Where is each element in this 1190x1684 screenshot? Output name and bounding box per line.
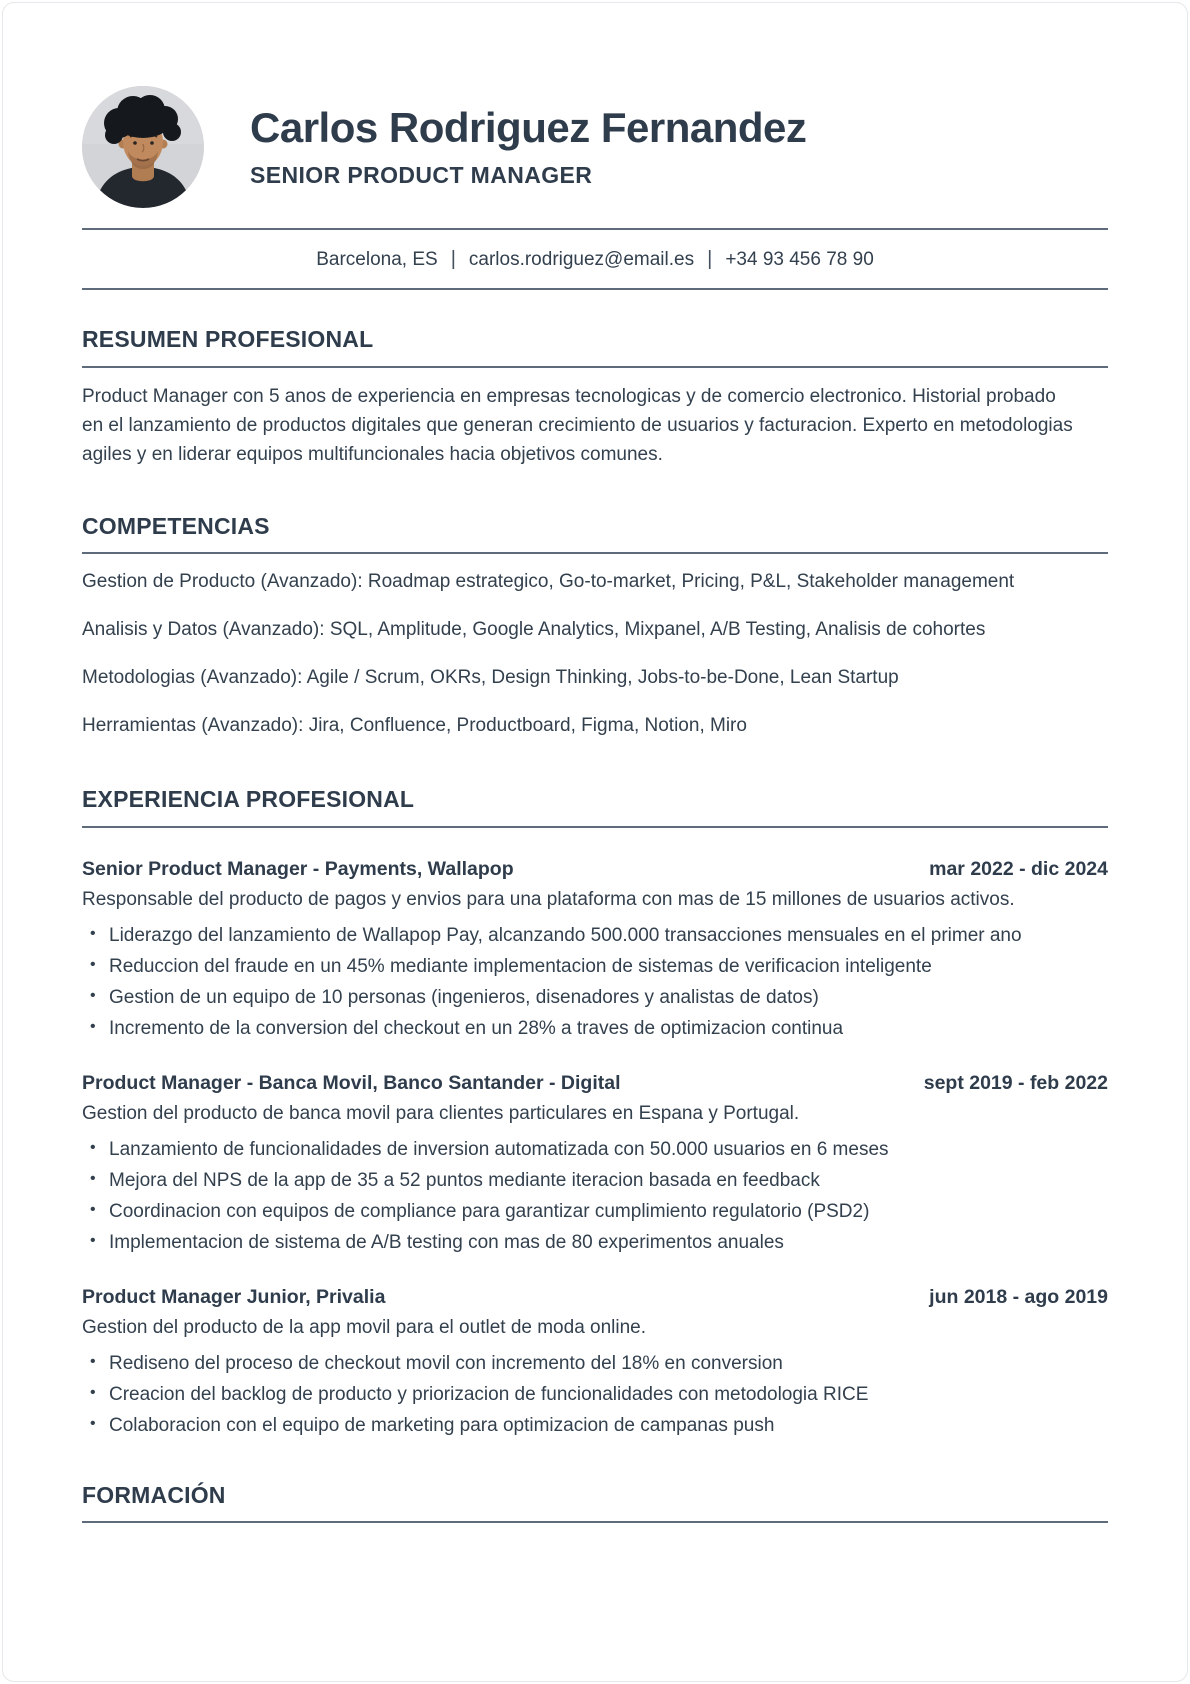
- contact-separator: |: [707, 248, 713, 270]
- job-bullet-list: [82, 1349, 1108, 1440]
- section-heading: FORMACIÓN: [82, 1481, 226, 1508]
- job-header-row: [82, 855, 1108, 884]
- job-bullet-text: Implementacion de sistema de A/B testing con mas de 80 experimentos anuales: [109, 1231, 784, 1253]
- bullet-icon: •: [90, 1352, 96, 1370]
- bullet-icon: •: [90, 924, 96, 942]
- contact-bar: [82, 230, 1108, 288]
- job-title: Product Manager - Banca Movil, Banco Santander - Digital: [82, 1071, 621, 1094]
- job-bullet: [82, 983, 1099, 1012]
- job-entry: [82, 1069, 1108, 1257]
- section-heading: EXPERIENCIA PROFESIONAL: [82, 786, 415, 813]
- job-bullet: [82, 1197, 1099, 1226]
- job-bullet-text: Lanzamiento de funcionalidades de inversion automatizada con 50.000 usuarios en 6 meses: [109, 1138, 889, 1160]
- job-title: Product Manager Junior, Privalia: [82, 1285, 386, 1308]
- section-divider: [82, 552, 1108, 554]
- job-bullet: [82, 1014, 1099, 1043]
- job-bullet-text: Mejora del NPS de la app de 35 a 52 puntos mediante iteracion basada en feedback: [109, 1169, 820, 1191]
- bullet-icon: •: [90, 1200, 96, 1218]
- job-dates: jun 2018 - ago 2019: [929, 1285, 1108, 1308]
- section-divider: [82, 826, 1108, 828]
- job-entry: [82, 1283, 1108, 1440]
- bullet-icon: •: [90, 1414, 96, 1432]
- skills-list: [82, 567, 1108, 740]
- job-bullet: [82, 1135, 1099, 1164]
- job-bullet: [82, 1228, 1099, 1257]
- header-divider-bottom: [82, 288, 1108, 290]
- job-dates: sept 2019 - feb 2022: [923, 1071, 1108, 1094]
- skill-item: Metodologias (Avanzado): Agile / Scrum, OKRs, Design Thinking, Jobs-to-be-Done, Lean Startup: [82, 667, 899, 689]
- job-bullet-text: Incremento de la conversion del checkout en un 28% a traves de optimizacion continua: [109, 1017, 844, 1039]
- job-bullet-text: Coordinacion con equipos de compliance para garantizar cumplimiento regulatorio (PSD2): [109, 1200, 870, 1222]
- job-bullet: [82, 952, 1099, 981]
- job-bullet: [82, 1411, 1099, 1440]
- job-bullet: [82, 1380, 1099, 1409]
- job-description: Gestion del producto de banca movil para clientes particulares en Espana y Portugal.: [82, 1102, 800, 1124]
- jobs-list: [82, 855, 1108, 1440]
- job-bullet-text: Rediseno del proceso de checkout movil con incremento del 18% en conversion: [109, 1352, 783, 1374]
- job-bullet-text: Gestion de un equipo de 10 personas (ingenieros, disenadores y analistas de datos): [109, 986, 819, 1008]
- person-portrait-illustration: [82, 86, 204, 208]
- candidate-name: Carlos Rodriguez Fernandez: [250, 103, 807, 151]
- job-bullet: [82, 1349, 1099, 1378]
- contact-separator: |: [450, 248, 456, 270]
- section-competencias: [82, 513, 1108, 741]
- skill-item: Analisis y Datos (Avanzado): SQL, Amplitude, Google Analytics, Mixpanel, A/B Testing, Analisis de cohortes: [82, 619, 986, 641]
- job-entry: [82, 855, 1108, 1043]
- section-resumen-profesional: [82, 326, 1108, 469]
- job-description: Responsable del producto de pagos y envios para una plataforma con mas de 15 millones de usuarios activos.: [82, 888, 1015, 910]
- job-bullet-text: Reduccion del fraude en un 45% mediante implementacion de sistemas de verificacion inteligente: [109, 955, 932, 977]
- contact-phone: +34 93 456 78 90: [725, 248, 874, 270]
- contact-email: carlos.rodriguez@email.es: [468, 248, 695, 270]
- job-description: Gestion del producto de la app movil para el outlet de moda online.: [82, 1316, 647, 1338]
- job-bullet-list: [82, 921, 1108, 1043]
- bullet-icon: •: [90, 1138, 96, 1156]
- bullet-icon: •: [90, 1169, 96, 1187]
- bullet-icon: •: [90, 955, 96, 973]
- section-heading: RESUMEN PROFESIONAL: [82, 326, 374, 352]
- section-heading: COMPETENCIAS: [82, 512, 270, 539]
- header-text-block: [250, 105, 806, 189]
- skill-item: Gestion de Producto (Avanzado): Roadmap estrategico, Go-to-market, Pricing, P&L, Stakeholder management: [82, 571, 1015, 593]
- section-divider: [82, 366, 1108, 368]
- section-formacion: [82, 1482, 1108, 1524]
- job-bullet-list: [82, 1135, 1108, 1257]
- candidate-title: SENIOR PRODUCT MANAGER: [250, 162, 593, 189]
- summary-text: Product Manager con 5 anos de experiencia en empresas tecnologicas y de comercio electronico. Historial probado en el lanzamiento de productos digitales que generan crecimiento de usuarios y facturacion. Experto en metodologias agiles y en liderar equipos multifuncionales hacia objetivos comunes.: [82, 385, 1073, 465]
- job-header-row: [82, 1069, 1108, 1098]
- job-title: Senior Product Manager - Payments, Wallapop: [82, 857, 514, 880]
- bullet-icon: •: [90, 1017, 96, 1035]
- job-header-row: [82, 1283, 1108, 1312]
- job-dates: mar 2022 - dic 2024: [929, 857, 1108, 880]
- job-bullet: [82, 921, 1099, 950]
- profile-photo: [82, 86, 204, 208]
- job-bullet: [82, 1166, 1099, 1195]
- contact-location: Barcelona, ES: [316, 248, 438, 270]
- resume-header: [82, 0, 1108, 208]
- section-divider: [82, 1521, 1108, 1523]
- bullet-icon: •: [90, 986, 96, 1004]
- bullet-icon: •: [90, 1231, 96, 1249]
- job-bullet-text: Creacion del backlog de producto y priorizacion de funcionalidades con metodologia RICE: [109, 1383, 869, 1405]
- job-bullet-text: Colaboracion con el equipo de marketing para optimizacion de campanas push: [109, 1414, 775, 1436]
- skill-item: Herramientas (Avanzado): Jira, Confluence, Productboard, Figma, Notion, Miro: [82, 715, 747, 737]
- job-bullet-text: Liderazgo del lanzamiento de Wallapop Pay, alcanzando 500.000 transacciones mensuales en el primer ano: [109, 924, 1022, 946]
- bullet-icon: •: [90, 1383, 96, 1401]
- section-experiencia-profesional: [82, 786, 1108, 1440]
